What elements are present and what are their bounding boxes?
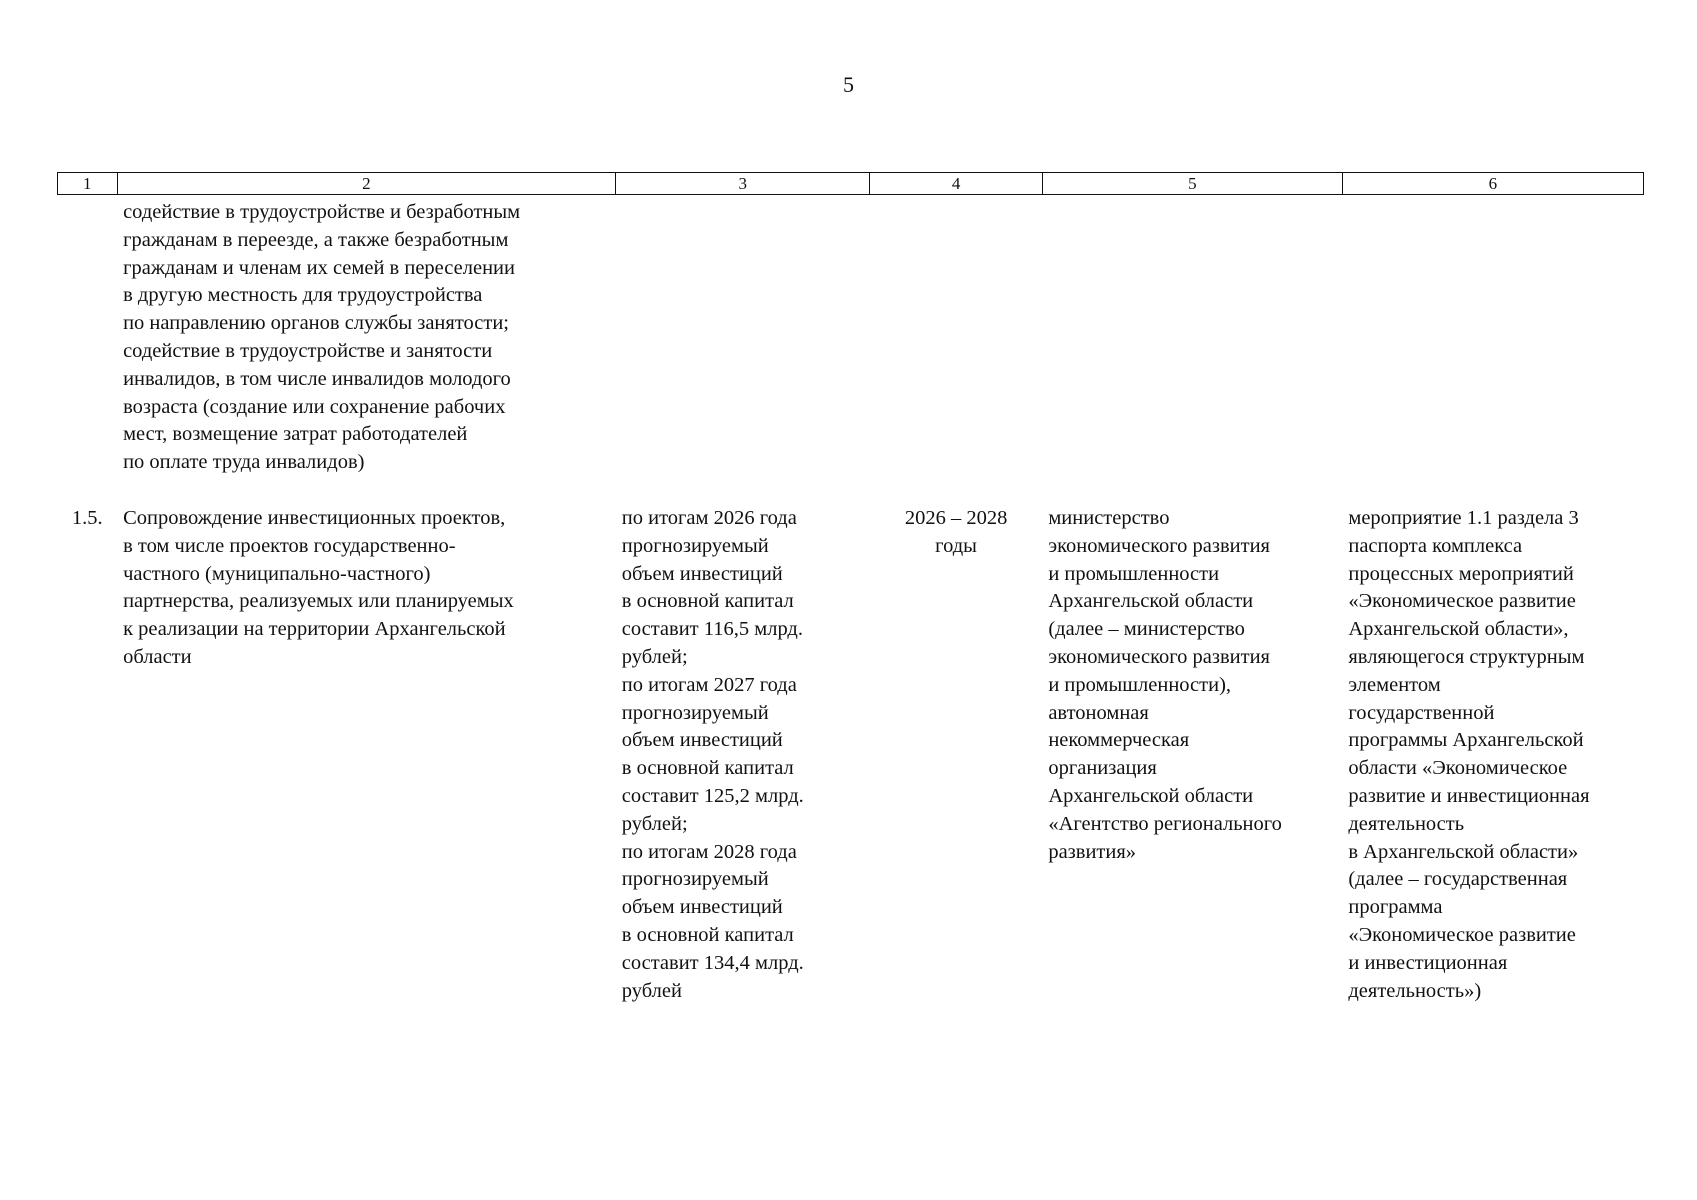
text-line: рублей; (621, 645, 688, 668)
text-line: по итогам 2027 года (621, 673, 797, 696)
row-spacer (58, 477, 1644, 505)
text-line: автономная (1048, 701, 1149, 724)
text-line: Сопровождение инвестиционных проектов, (123, 506, 506, 529)
text-line: объем инвестиций (621, 562, 783, 585)
text-line: составит 125,2 млрд. (621, 784, 804, 807)
column-number-1: 1 (58, 173, 118, 195)
text-line: годы (935, 534, 977, 557)
text-line: деятельность (1348, 812, 1465, 835)
text-line: в Архангельской области» (1348, 840, 1579, 863)
text-line: (далее – министерство (1048, 618, 1245, 641)
text-line: паспорта комплекса (1348, 534, 1523, 557)
column-number-2: 2 (117, 173, 616, 195)
text-line: и промышленности (1048, 562, 1220, 585)
text-line: мест, возмещение затрат работодателей (123, 423, 468, 446)
text-line: Архангельской области (1048, 590, 1254, 613)
text-line: составит 134,4 млрд. (621, 951, 804, 974)
continuation-empty-cell (1342, 195, 1643, 477)
text-line: гражданам в переезде, а также безработным (123, 228, 509, 251)
text-line: партнерства, реализуемых или планируемых (123, 590, 514, 613)
text-line: организация (1048, 757, 1157, 780)
text-line: в том числе проектов государственно- (123, 534, 456, 557)
continuation-empty-cell (1042, 195, 1342, 477)
text-line: «Агентство регионального (1048, 812, 1282, 835)
text-line: программы Архангельской (1348, 729, 1584, 752)
text-line: прогнозируемый (621, 701, 769, 724)
text-line: министерство (1048, 506, 1170, 529)
text-line: Архангельской области (1048, 784, 1254, 807)
text-line: области «Экономическое (1348, 757, 1568, 780)
row-number-cell: 1.5. (71, 506, 103, 529)
continuation-empty-cell (616, 195, 870, 477)
text-line: в основной капитал (621, 757, 794, 780)
text-line: и инвестиционная (1348, 951, 1508, 974)
text-line: инвалидов, в том числе инвалидов молодого (123, 367, 511, 390)
text-line: прогнозируемый (621, 534, 769, 557)
text-line: экономического развития (1048, 534, 1270, 557)
text-line: 2026 – 2028 (904, 506, 1008, 529)
text-line: в основной капитал (621, 590, 794, 613)
text-line: некоммерческая (1048, 729, 1190, 752)
text-line: экономического развития (1048, 645, 1270, 668)
text-line: развития» (1048, 840, 1137, 863)
column-number-3: 3 (616, 173, 870, 195)
text-line: возраста (создание или сохранение рабочих (123, 395, 506, 418)
text-line: элементом (1348, 673, 1441, 696)
table-row-continuation (58, 195, 1644, 477)
text-line: области (123, 645, 192, 668)
text-line: по итогам 2028 года (621, 840, 797, 863)
expected-result-cell (616, 505, 870, 1005)
text-line: программа (1348, 896, 1443, 919)
text-line: объем инвестиций (621, 729, 783, 752)
page-number: 5 (843, 72, 854, 97)
responsible-executor-cell (1042, 505, 1342, 1005)
table-row-1-5 (58, 505, 1644, 1005)
text-line: Архангельской области», (1348, 618, 1569, 641)
text-line: содействие в трудоустройстве и занятости (123, 339, 493, 362)
text-line: в основной капитал (621, 923, 794, 946)
continuation-text-cell (117, 195, 616, 477)
text-line: (далее – государственная (1348, 868, 1568, 891)
text-line: гражданам и членам их семей в переселении (123, 256, 515, 279)
continuation-empty-cell (870, 195, 1043, 477)
text-line: прогнозируемый (621, 868, 769, 891)
continuation-number-cell (58, 195, 118, 477)
text-line: развитие и инвестиционная (1348, 784, 1590, 807)
text-line: являющегося структурным (1348, 645, 1585, 668)
text-line: частного (муниципально-частного) (123, 562, 431, 585)
text-line: к реализации на территории Архангельской (123, 618, 506, 641)
text-line: «Экономическое развитие (1348, 923, 1576, 946)
text-line: «Экономическое развитие (1348, 590, 1576, 613)
text-line: и промышленности), (1048, 673, 1232, 696)
implementation-period-cell (870, 505, 1043, 1005)
text-line: деятельность») (1348, 979, 1482, 1002)
text-line: по оплате труда инвалидов) (123, 451, 365, 474)
text-line: мероприятие 1.1 раздела 3 (1348, 506, 1579, 529)
text-line: процессных мероприятий (1348, 562, 1574, 585)
measures-table (57, 172, 1644, 1005)
text-line: по направлению органов службы занятости; (123, 312, 509, 335)
column-number-4: 4 (870, 173, 1043, 195)
column-number-header-row (58, 173, 1644, 195)
program-link-cell (1342, 505, 1643, 1005)
measure-description-cell (117, 505, 616, 1005)
text-line: по итогам 2026 года (621, 506, 797, 529)
text-line: объем инвестиций (621, 896, 783, 919)
column-number-5: 5 (1042, 173, 1342, 195)
text-line: содействие в трудоустройстве и безработным (123, 201, 521, 223)
column-number-6: 6 (1342, 173, 1643, 195)
text-line: государственной (1348, 701, 1495, 724)
text-line: рублей; (621, 812, 688, 835)
text-line: в другую местность для трудоустройства (123, 284, 483, 307)
text-line: рублей (621, 979, 682, 1002)
text-line: составит 116,5 млрд. (621, 618, 803, 641)
